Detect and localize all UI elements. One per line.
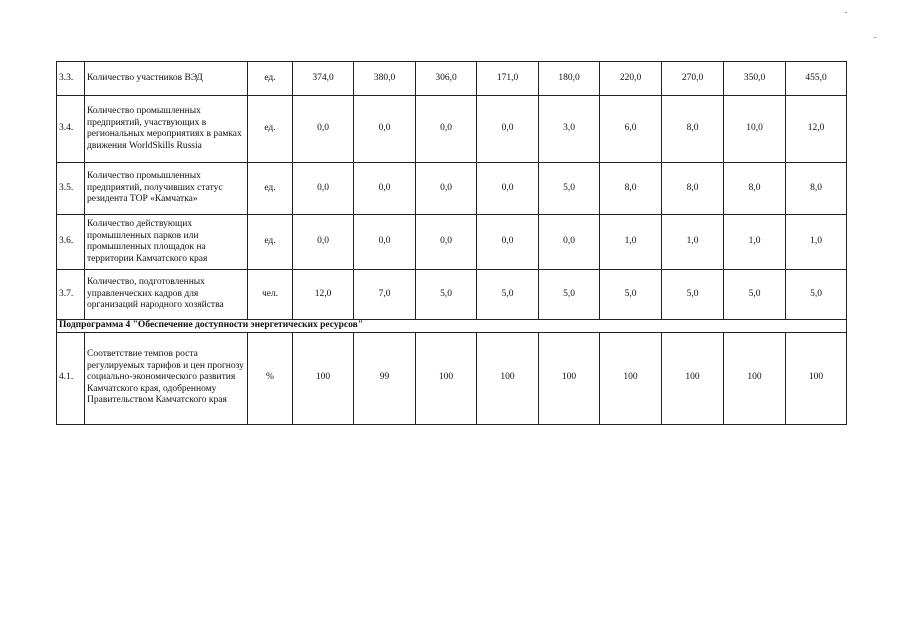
- value-cell: 270,0: [662, 62, 724, 96]
- value-cell: 7,0: [354, 270, 416, 320]
- value-cell: 0,0: [354, 96, 416, 163]
- row-number: 3.3.: [57, 62, 85, 96]
- scan-speck: [874, 37, 876, 38]
- value-cell: 100: [724, 332, 786, 424]
- value-cell: 8,0: [662, 163, 724, 215]
- value-cell: 5,0: [416, 270, 477, 320]
- value-cell: 5,0: [786, 270, 847, 320]
- value-cell: 0,0: [416, 96, 477, 163]
- value-cell: 12,0: [293, 270, 354, 320]
- table-row: [57, 96, 847, 163]
- value-cell: 350,0: [724, 62, 786, 96]
- indicator-name: Количество промышленных предприятий, участвующих в региональных мероприятиях в рамках движения WorldSkills Russia: [85, 96, 248, 163]
- table-row: [57, 332, 847, 424]
- unit-cell: ед.: [248, 163, 293, 215]
- value-cell: 3,0: [539, 96, 600, 163]
- table-row: [57, 270, 847, 320]
- value-cell: 0,0: [539, 215, 600, 270]
- value-cell: 180,0: [539, 62, 600, 96]
- value-cell: 100: [786, 332, 847, 424]
- value-cell: 455,0: [786, 62, 847, 96]
- value-cell: 6,0: [600, 96, 662, 163]
- unit-cell: ед.: [248, 62, 293, 96]
- value-cell: 0,0: [477, 163, 539, 215]
- value-cell: 380,0: [354, 62, 416, 96]
- indicator-name: Количество действующих промышленных парков или промышленных площадок на территории Камчатского края: [85, 215, 248, 270]
- value-cell: 0,0: [354, 163, 416, 215]
- value-cell: 1,0: [724, 215, 786, 270]
- value-cell: 306,0: [416, 62, 477, 96]
- value-cell: 5,0: [724, 270, 786, 320]
- value-cell: 5,0: [600, 270, 662, 320]
- value-cell: 99: [354, 332, 416, 424]
- row-number: 3.6.: [57, 215, 85, 270]
- value-cell: 100: [662, 332, 724, 424]
- value-cell: 0,0: [416, 163, 477, 215]
- value-cell: 171,0: [477, 62, 539, 96]
- row-number: 3.7.: [57, 270, 85, 320]
- value-cell: 100: [416, 332, 477, 424]
- value-cell: 8,0: [662, 96, 724, 163]
- value-cell: 0,0: [354, 215, 416, 270]
- indicator-name: Количество промышленных предприятий, получивших статус резидента ТОР «Камчатка»: [85, 163, 248, 215]
- row-number: 3.4.: [57, 96, 85, 163]
- value-cell: 100: [600, 332, 662, 424]
- subprogram-header-row: [57, 320, 847, 333]
- value-cell: 0,0: [477, 96, 539, 163]
- unit-cell: ед.: [248, 96, 293, 163]
- indicator-name: Количество, подготовленных управленческих кадров для организаций народного хозяйства: [85, 270, 248, 320]
- value-cell: 5,0: [662, 270, 724, 320]
- value-cell: 100: [477, 332, 539, 424]
- table-row: [57, 163, 847, 215]
- unit-cell: чел.: [248, 270, 293, 320]
- value-cell: 1,0: [600, 215, 662, 270]
- value-cell: 1,0: [786, 215, 847, 270]
- value-cell: 220,0: [600, 62, 662, 96]
- value-cell: 10,0: [724, 96, 786, 163]
- indicator-name: Соответствие темпов роста регулируемых тарифов и цен прогнозу социально-экономического развития Камчатского края, одобренному Правительством Камчатского края: [85, 332, 248, 424]
- value-cell: 374,0: [293, 62, 354, 96]
- value-cell: 0,0: [293, 215, 354, 270]
- value-cell: 0,0: [293, 96, 354, 163]
- value-cell: 12,0: [786, 96, 847, 163]
- value-cell: 0,0: [416, 215, 477, 270]
- value-cell: 5,0: [539, 270, 600, 320]
- value-cell: 5,0: [539, 163, 600, 215]
- subprogram-title: Подпрограмма 4 "Обеспечение доступности энергетических ресурсов": [57, 320, 847, 333]
- value-cell: 0,0: [477, 215, 539, 270]
- unit-cell: ед.: [248, 215, 293, 270]
- value-cell: 100: [539, 332, 600, 424]
- value-cell: 0,0: [293, 163, 354, 215]
- scan-speck: [845, 12, 847, 13]
- table-row: [57, 62, 847, 96]
- indicator-name: Количество участников ВЭД: [85, 62, 248, 96]
- value-cell: 8,0: [724, 163, 786, 215]
- value-cell: 8,0: [600, 163, 662, 215]
- value-cell: 8,0: [786, 163, 847, 215]
- unit-cell: %: [248, 332, 293, 424]
- indicators-table: [56, 61, 847, 425]
- row-number: 3.5.: [57, 163, 85, 215]
- row-number: 4.1.: [57, 332, 85, 424]
- value-cell: 5,0: [477, 270, 539, 320]
- table-row: [57, 215, 847, 270]
- value-cell: 100: [293, 332, 354, 424]
- value-cell: 1,0: [662, 215, 724, 270]
